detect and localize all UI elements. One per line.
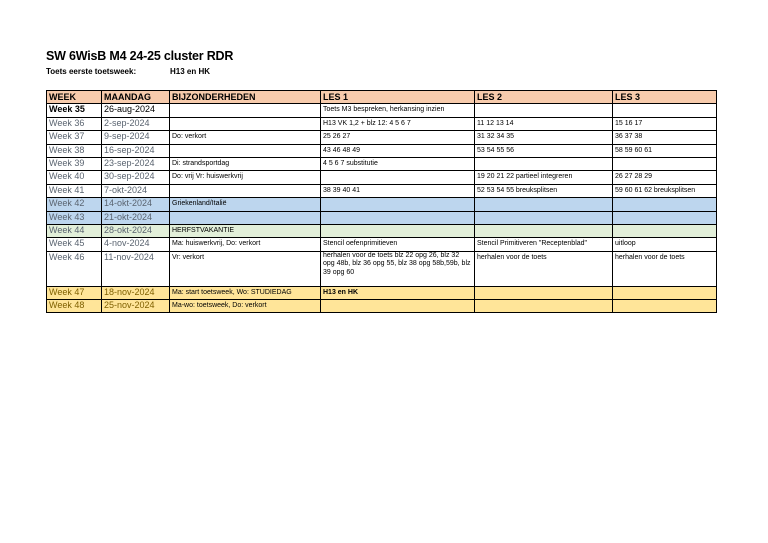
notes-cell [170, 184, 321, 197]
les3-cell [613, 286, 717, 299]
les2-cell: 11 12 13 14 [475, 117, 613, 130]
document-title: SW 6WisB M4 24-25 cluster RDR [46, 49, 234, 63]
header-les-1: LES 1 [321, 91, 475, 104]
table-row [47, 171, 717, 184]
week-cell: Week 46 [47, 251, 102, 286]
schedule-table [46, 90, 717, 313]
date-cell: 23-sep-2024 [102, 157, 170, 170]
notes-cell: Ma: start toetsweek, Wo: STUDIEDAG [170, 286, 321, 299]
notes-cell: Vr: verkort [170, 251, 321, 286]
table-row [47, 131, 717, 144]
notes-cell [170, 104, 321, 117]
date-cell: 25-nov-2024 [102, 300, 170, 313]
table-row [47, 224, 717, 237]
table-row [47, 286, 717, 299]
date-cell: 28-okt-2024 [102, 224, 170, 237]
date-cell: 4-nov-2024 [102, 238, 170, 251]
date-cell: 18-nov-2024 [102, 286, 170, 299]
les2-cell: herhalen voor de toets [475, 251, 613, 286]
les1-cell [321, 300, 475, 313]
week-cell: Week 39 [47, 157, 102, 170]
table-row [47, 157, 717, 170]
les3-cell: 36 37 38 [613, 131, 717, 144]
date-cell: 7-okt-2024 [102, 184, 170, 197]
les3-cell: herhalen voor de toets [613, 251, 717, 286]
les1-cell: Stencil oefenprimitieven [321, 238, 475, 251]
les2-cell: 19 20 21 22 partieel integreren [475, 171, 613, 184]
notes-cell [170, 211, 321, 224]
notes-cell: Ma: huiswerkvrij, Do: verkort [170, 238, 321, 251]
les2-cell: 52 53 54 55 breuksplitsen [475, 184, 613, 197]
header-row [47, 91, 717, 104]
date-cell: 14-okt-2024 [102, 198, 170, 211]
les2-cell [475, 211, 613, 224]
les1-cell: H13 en HK [321, 286, 475, 299]
les2-cell [475, 286, 613, 299]
test-info [46, 67, 211, 76]
notes-cell: HERFSTVAKANTIE [170, 224, 321, 237]
les3-cell: 26 27 28 29 [613, 171, 717, 184]
les2-cell: 31 32 34 35 [475, 131, 613, 144]
les1-cell [321, 224, 475, 237]
les1-cell [321, 198, 475, 211]
les3-cell: uitloop [613, 238, 717, 251]
week-cell: Week 45 [47, 238, 102, 251]
les2-cell: 53 54 55 56 [475, 144, 613, 157]
les3-cell [613, 104, 717, 117]
date-cell: 30-sep-2024 [102, 171, 170, 184]
table-row [47, 300, 717, 313]
les1-cell: herhalen voor de toets blz 22 opg 26, blz 32 opg 48b, blz 36 opg 55, blz 38 opg 58b,59b, blz 39 opg 60 [321, 251, 475, 286]
header-les-3: LES 3 [613, 91, 717, 104]
les2-cell [475, 104, 613, 117]
les3-cell: 15 16 17 [613, 117, 717, 130]
les2-cell [475, 224, 613, 237]
notes-cell: Do: vrij Vr: huiswerkvrij [170, 171, 321, 184]
date-cell: 2-sep-2024 [102, 117, 170, 130]
notes-cell: Di: strandsportdag [170, 157, 321, 170]
date-cell: 11-nov-2024 [102, 251, 170, 286]
les1-cell: H13 VK 1,2 + blz 12: 4 5 6 7 [321, 117, 475, 130]
header-bijzonderheden: BIJZONDERHEDEN [170, 91, 321, 104]
table-row [47, 144, 717, 157]
test-info-value: H13 en HK [170, 67, 211, 76]
les3-cell [613, 157, 717, 170]
week-cell: Week 42 [47, 198, 102, 211]
table-row [47, 238, 717, 251]
les3-cell [613, 224, 717, 237]
header-week: WEEK [47, 91, 102, 104]
date-cell: 9-sep-2024 [102, 131, 170, 144]
notes-cell: Do: verkort [170, 131, 321, 144]
week-cell: Week 48 [47, 300, 102, 313]
les1-cell: 38 39 40 41 [321, 184, 475, 197]
notes-cell [170, 144, 321, 157]
week-cell: Week 38 [47, 144, 102, 157]
week-cell: Week 40 [47, 171, 102, 184]
week-cell: Week 41 [47, 184, 102, 197]
les3-cell: 59 60 61 62 breuksplitsen [613, 184, 717, 197]
notes-cell: Griekenland/Italië [170, 198, 321, 211]
table-row [47, 198, 717, 211]
table-row [47, 251, 717, 286]
date-cell: 26-aug-2024 [102, 104, 170, 117]
les3-cell [613, 300, 717, 313]
week-cell: Week 37 [47, 131, 102, 144]
week-cell: Week 35 [47, 104, 102, 117]
test-info-label: Toets eerste toetsweek: [46, 67, 137, 76]
table-row [47, 184, 717, 197]
week-cell: Week 47 [47, 286, 102, 299]
les2-cell: Stencil Primitiveren "Receptenblad" [475, 238, 613, 251]
les3-cell [613, 198, 717, 211]
les1-cell [321, 211, 475, 224]
les2-cell [475, 300, 613, 313]
week-cell: Week 43 [47, 211, 102, 224]
table-row [47, 211, 717, 224]
week-cell: Week 36 [47, 117, 102, 130]
les1-cell [321, 171, 475, 184]
les1-cell: 43 46 48 49 [321, 144, 475, 157]
date-cell: 21-okt-2024 [102, 211, 170, 224]
header-maandag: MAANDAG [102, 91, 170, 104]
date-cell: 16-sep-2024 [102, 144, 170, 157]
notes-cell [170, 117, 321, 130]
les2-cell [475, 157, 613, 170]
header-les-2: LES 2 [475, 91, 613, 104]
les3-cell [613, 211, 717, 224]
les2-cell [475, 198, 613, 211]
les1-cell: 25 26 27 [321, 131, 475, 144]
table-row [47, 117, 717, 130]
les3-cell: 58 59 60 61 [613, 144, 717, 157]
week-cell: Week 44 [47, 224, 102, 237]
notes-cell: Ma-wo: toetsweek, Do: verkort [170, 300, 321, 313]
les1-cell: Toets M3 bespreken, herkansing inzien [321, 104, 475, 117]
les1-cell: 4 5 6 7 substitutie [321, 157, 475, 170]
table-row [47, 104, 717, 117]
